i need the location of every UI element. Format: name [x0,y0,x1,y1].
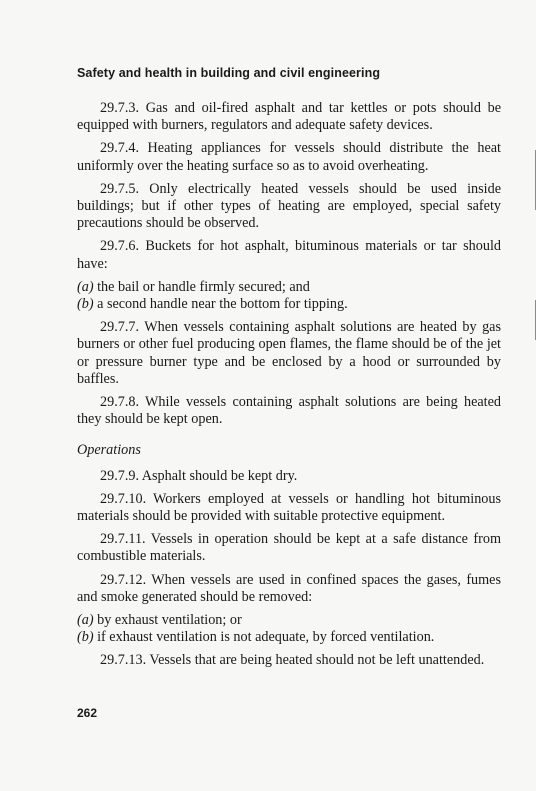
list-item-text: by exhaust ventilation; or [97,612,242,629]
section-heading: Operations [77,442,141,459]
paragraph-29-7-9: 29.7.9. Asphalt should be kept dry. [100,467,298,484]
list-item [77,612,501,629]
list-item [77,629,501,646]
paragraph-29-7-3: 29.7.3. Gas and oil-fired asphalt and tar kettles or pots should be equipped with burners, regulators and adequate safety devices. [77,100,501,134]
paragraph-29-7-7: 29.7.7. When vessels containing asphalt solutions are heated by gas burners or other fuel producing open flames, the flame should be of the jet or pressure burner type and be enclosed by a hood or surrounded by baffles. [77,319,501,387]
list-item-label: (b) [77,296,94,313]
page-number: 262 [77,706,98,720]
list-item-label: (b) [77,629,94,646]
list-item [77,279,501,296]
list-item-text: the bail or handle firmly secured; and [97,278,310,295]
running-head: Safety and health in building and civil engineering [77,66,381,80]
page-body [77,100,501,676]
paragraph-29-7-6: 29.7.6. Buckets for hot asphalt, bituminous materials or tar should have: [77,238,501,272]
list-item-text: a second handle near the bottom for tipping. [97,296,348,313]
list-item-text: if exhaust ventilation is not adequate, by forced ventilation. [97,629,435,646]
list-item-label: (a) [77,612,94,629]
paragraph-29-7-4: 29.7.4. Heating appliances for vessels should distribute the heat uniformly over the heating surface so as to avoid overheating. [77,140,501,174]
paragraph-29-7-12: 29.7.12. When vessels are used in confined spaces the gases, fumes and smoke generated should be removed: [77,571,501,605]
paragraph-29-7-10: 29.7.10. Workers employed at vessels or handling hot bituminous materials should be provided with suitable protective equipment. [77,490,501,525]
list-item [77,296,501,313]
list-item-label: (a) [77,278,94,295]
paragraph-29-7-11: 29.7.11. Vessels in operation should be kept at a safe distance from combustible materials. [77,531,501,565]
paragraph-29-7-8: 29.7.8. While vessels containing asphalt solutions are being heated they should be kept open. [77,394,501,428]
paragraph-29-7-5: 29.7.5. Only electrically heated vessels should be used inside buildings; but if other types of heating are employed, special safety precautions should be observed. [77,180,501,232]
paragraph-29-7-13: 29.7.13. Vessels that are being heated should not be left unattended. [100,652,485,669]
